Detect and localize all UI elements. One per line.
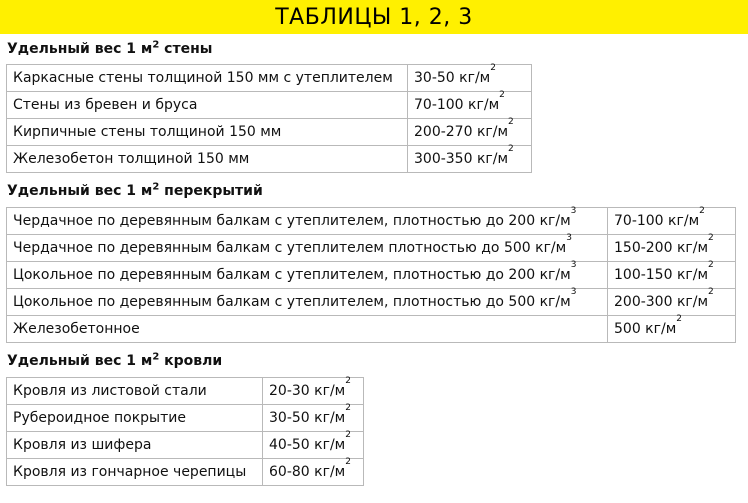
unit-sup: 2 (499, 90, 505, 100)
value-text: 100-150 кг/м (614, 267, 709, 283)
unit-sup: 2 (699, 206, 705, 216)
value-text: 30-50 кг/м (269, 410, 346, 426)
label-text: Чердачное по деревянным балкам с утеплителем, плотностью до 200 кг/м (13, 213, 571, 229)
row-label: Кровля из гончарное черепицы (7, 459, 263, 486)
row-value (408, 119, 532, 146)
heading-suffix: стены (159, 41, 213, 57)
label-sup: 3 (570, 206, 577, 216)
unit-sup: 2 (345, 457, 351, 467)
section-heading-roofing (7, 353, 222, 369)
value-text: 20-30 кг/м (269, 383, 346, 399)
row-label: Железобетон толщиной 150 мм (7, 146, 408, 173)
value-text: 70-100 кг/м (414, 97, 500, 113)
row-value (608, 262, 736, 289)
table-row (7, 65, 532, 92)
row-value (608, 208, 736, 235)
value-text: 30-50 кг/м (414, 70, 491, 86)
row-value (608, 235, 736, 262)
row-value (408, 65, 532, 92)
table-row (7, 289, 736, 316)
table-floors (6, 207, 736, 343)
table-row (7, 316, 736, 343)
label-text: Цокольное по деревянным балкам с утеплителем, плотностью до 500 кг/м (13, 294, 571, 310)
row-value (263, 405, 364, 432)
unit-sup: 2 (676, 314, 682, 324)
row-label (7, 208, 608, 235)
heading-suffix: кровли (159, 353, 223, 369)
value-text: 500 кг/м (614, 321, 677, 337)
value-text: 40-50 кг/м (269, 437, 346, 453)
row-label (7, 289, 608, 316)
section-heading-floors (7, 183, 263, 199)
table-row (7, 146, 532, 173)
value-text: 200-270 кг/м (414, 124, 509, 140)
heading-text: Удельный вес 1 м (7, 183, 153, 199)
table-row (7, 378, 364, 405)
row-value (263, 378, 364, 405)
table-row (7, 92, 532, 119)
label-sup: 3 (566, 233, 572, 243)
page-title: ТАБЛИЦЫ 1, 2, 3 (275, 4, 473, 30)
unit-sup: 2 (345, 403, 351, 413)
value-text: 60-80 кг/м (269, 464, 346, 480)
label-sup: 3 (570, 287, 577, 297)
unit-sup: 2 (708, 233, 714, 243)
heading-sup: 2 (152, 181, 160, 193)
row-label: Каркасные стены толщиной 150 мм с утеплителем (7, 65, 408, 92)
table-row (7, 262, 736, 289)
heading-text: Удельный вес 1 м (7, 353, 153, 369)
row-label (7, 316, 608, 343)
value-text: 300-350 кг/м (414, 151, 509, 167)
row-label: Кровля из шифера (7, 432, 263, 459)
heading-sup: 2 (152, 351, 160, 363)
row-label: Рубероидное покрытие (7, 405, 263, 432)
value-text: 70-100 кг/м (614, 213, 700, 229)
value-text: 200-300 кг/м (614, 294, 709, 310)
row-value (263, 432, 364, 459)
row-value (608, 316, 736, 343)
row-label (7, 235, 608, 262)
table-row (7, 208, 736, 235)
unit-sup: 2 (508, 117, 514, 127)
row-value (263, 459, 364, 486)
row-value (408, 146, 532, 173)
label-text: Железобетонное (13, 321, 140, 337)
row-value (608, 289, 736, 316)
value-text: 150-200 кг/м (614, 240, 709, 256)
label-text: Чердачное по деревянным балкам с утеплителем плотностью до 500 кг/м (13, 240, 567, 256)
table-row (7, 119, 532, 146)
title-banner (0, 0, 748, 34)
table-row (7, 405, 364, 432)
row-label: Кровля из листовой стали (7, 378, 263, 405)
label-sup: 3 (570, 260, 577, 270)
unit-sup: 2 (708, 260, 714, 270)
label-text: Цокольное по деревянным балкам с утеплителем, плотностью до 200 кг/м (13, 267, 571, 283)
row-label (7, 262, 608, 289)
table-row (7, 235, 736, 262)
table-roofing (6, 377, 364, 486)
section-heading-walls (7, 41, 212, 57)
unit-sup: 2 (345, 376, 351, 386)
row-label: Кирпичные стены толщиной 150 мм (7, 119, 408, 146)
heading-sup: 2 (152, 39, 160, 51)
row-label: Стены из бревен и бруса (7, 92, 408, 119)
heading-text: Удельный вес 1 м (7, 41, 153, 57)
row-value (408, 92, 532, 119)
unit-sup: 2 (490, 63, 496, 73)
unit-sup: 2 (345, 430, 351, 440)
heading-suffix: перекрытий (159, 183, 263, 199)
unit-sup: 2 (508, 144, 514, 154)
unit-sup: 2 (708, 287, 714, 297)
table-walls (6, 64, 532, 173)
table-row (7, 432, 364, 459)
table-row (7, 459, 364, 486)
